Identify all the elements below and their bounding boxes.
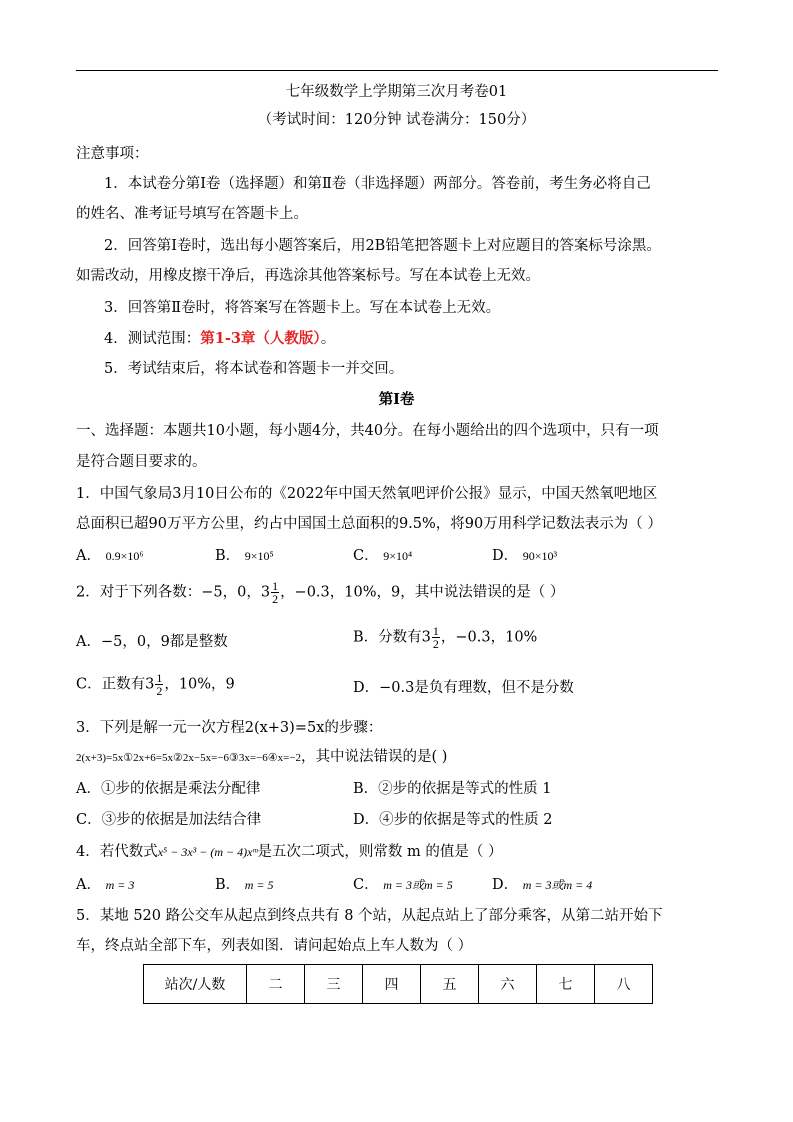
note-1a: 1．本试卷分第Ⅰ卷（选择题）和第Ⅱ卷（非选择题）两部分。答卷前，考生务必将自己 <box>104 176 651 192</box>
q4-option-b: B． m = 5 <box>215 877 274 893</box>
q1-stem-b: 总面积已超90万平方公里，约占中国国土总面积的9.5%，将90万用科学记数法表示为（ ） <box>76 516 662 532</box>
note-3: 3．回答第Ⅱ卷时，将答案写在答题卡上。写在本试卷上无效。 <box>104 300 501 316</box>
q2-stem: 2．对于下列各数：−5，0，3 $\frac{1}{2}$ ，−0.3，10%，9，其中说法错误的是（ ） <box>76 579 565 606</box>
q4-option-d: D． m = 3或m = 4 <box>492 877 593 893</box>
q1-option-a: A． 0.9×10⁶ <box>76 548 144 564</box>
table-cell: 五 <box>421 965 479 1004</box>
note-4-scope: 第1-3章（人教版） <box>200 330 321 347</box>
notes-heading: 注意事项： <box>76 146 149 162</box>
q3-stem: 3．下列是解一元一次方程2(x+3)=5x的步骤： <box>76 720 383 736</box>
q2-option-c: C．正数有3 $\frac{1}{2}$ ，10%，9 <box>76 671 235 698</box>
header-rule <box>76 70 718 71</box>
table-cell: 八 <box>595 965 653 1004</box>
q1-stem-a: 1．中国气象局3月10日公布的《2022年中国天然氧吧评价公报》显示，中国天然氧吧地区 <box>76 486 658 502</box>
q1-option-b: B． 9×10⁵ <box>215 548 274 564</box>
table-cell: 六 <box>479 965 537 1004</box>
note-5: 5．考试结束后，将本试卷和答题卡一并交回。 <box>104 361 404 377</box>
section-intro-b: 是符合题目要求的。 <box>76 454 207 470</box>
note-2a: 2．回答第Ⅰ卷时，选出每小题答案后，用2B铅笔把答题卡上对应题目的答案标号涂黑。 <box>104 238 661 254</box>
q5-stem-a: 5．某地 520 路公交车从起点到终点共有 8 个站，从起点站上了部分乘客，从第二站开始下 <box>76 908 663 924</box>
q4-expression: x⁵ − 3x³ − (m − 4)xᵐ <box>157 845 258 859</box>
q3-option-d: D．④步的依据是等式的性质 2 <box>353 812 553 828</box>
q4-stem: 4．若代数式x⁵ − 3x³ − (m − 4)xᵐ是五次二项式，则常数 m 的值是（ ） <box>76 844 503 860</box>
table-cell: 站次/人数 <box>144 965 247 1004</box>
mixed-fraction: $\frac{1}{2}$ <box>272 579 279 606</box>
q4-option-a: A． m = 3 <box>76 877 135 893</box>
table-cell: 七 <box>537 965 595 1004</box>
q3-steps: 2(x+3)=5x①2x+6=5x②2x−5x=−6③3x=−6④x=−2，其中说法错误的是( ) <box>76 749 448 765</box>
q3-steps-equation: 2(x+3)=5x①2x+6=5x②2x−5x=−6③3x=−6④x=−2 <box>76 752 302 764</box>
station-table <box>143 964 653 1004</box>
note-1b: 的姓名、准考证号填写在答题卡上。 <box>76 206 308 222</box>
q3-option-b: B．②步的依据是等式的性质 1 <box>353 781 552 797</box>
q2-option-d: D．−0.3是负有理数，但不是分数 <box>353 680 574 696</box>
note-2b: 如需改动，用橡皮擦干净后，再选涂其他答案标号。写在本试卷上无效。 <box>76 268 540 284</box>
table-row <box>144 965 653 1004</box>
table-cell: 三 <box>305 965 363 1004</box>
note-4-suffix: 。 <box>320 331 336 347</box>
exam-subtitle: （考试时间：120分钟 试卷满分：150分） <box>257 112 536 128</box>
table-cell: 二 <box>247 965 305 1004</box>
note-4-prefix: 4．测试范围： <box>104 331 201 347</box>
q4-option-c: C． m = 3或m = 5 <box>353 877 453 893</box>
table-cell: 四 <box>363 965 421 1004</box>
section-intro-a: 一、选择题：本题共10小题，每小题4分，共40分。在每小题给出的四个选项中，只有一项 <box>76 423 659 439</box>
q1-option-c: C． 9×10⁴ <box>353 548 413 564</box>
q2-option-a: A．−5，0，9都是整数 <box>76 634 228 650</box>
note-4 <box>104 327 335 348</box>
q2-option-b: B．分数有3 $\frac{1}{2}$ ，−0.3，10% <box>353 624 538 651</box>
q3-option-c: C．③步的依据是加法结合律 <box>76 812 262 828</box>
q5-stem-b: 车，终点站全部下车，列表如图．请问起始点上车人数为（ ） <box>76 938 473 954</box>
exam-title: 七年级数学上学期第三次月考卷01 <box>285 84 508 100</box>
q3-option-a: A．①步的依据是乘法分配律 <box>76 781 261 797</box>
section-title: 第Ⅰ卷 <box>378 391 415 408</box>
q1-option-d: D． 90×10³ <box>492 548 558 564</box>
